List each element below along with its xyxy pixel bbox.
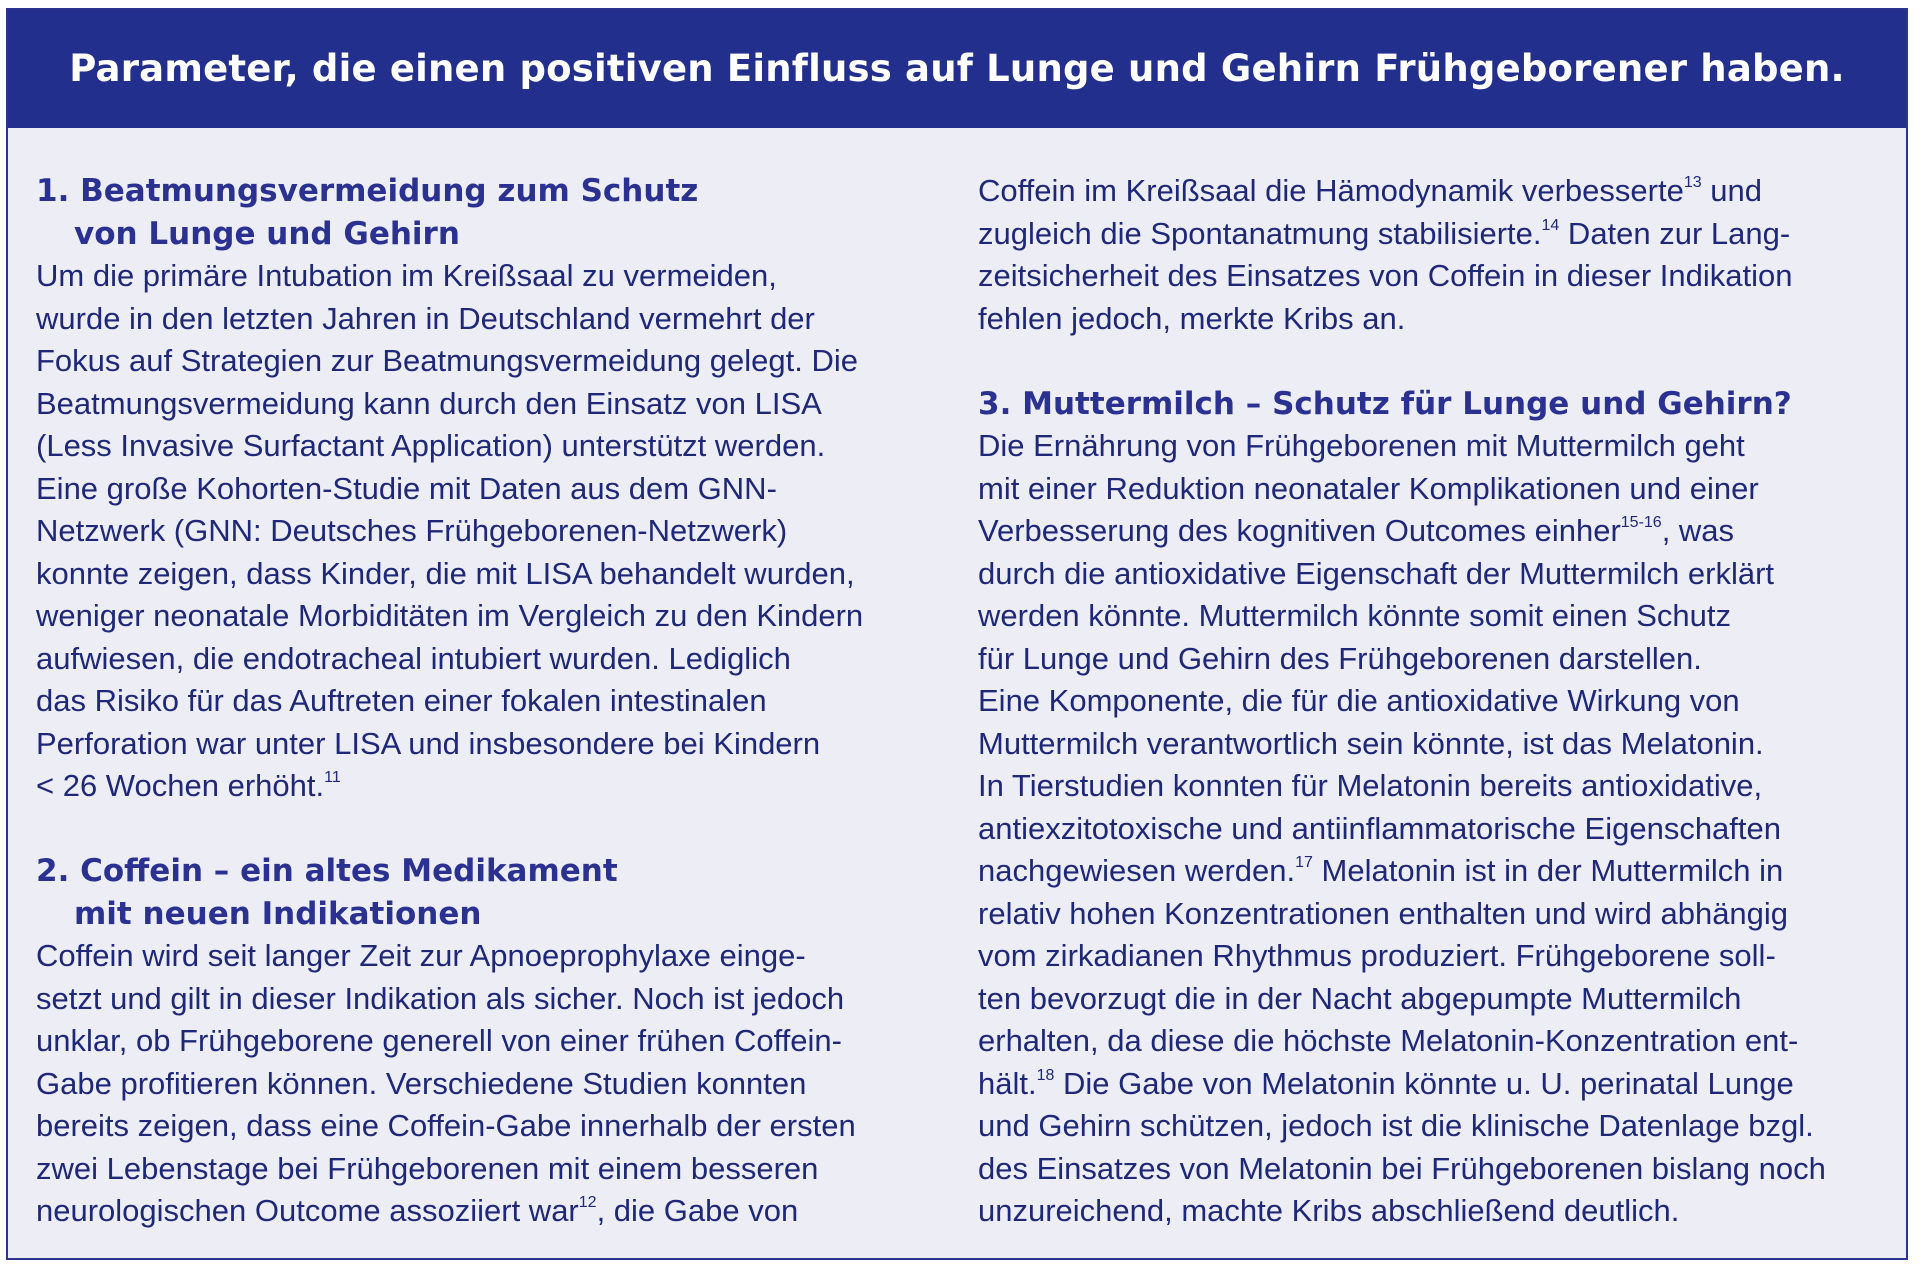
section1-heading-line1: 1. Beatmungsvermeidung zum Schutz (36, 173, 699, 209)
section1-line: weniger neonatale Morbiditäten im Vergleich zu den Kindern (36, 598, 864, 633)
section1-body (36, 255, 936, 808)
section3-line: mit einer Reduktion neonataler Komplikationen und einer (978, 470, 1759, 506)
section3-text: nachgewiesen werden. (978, 853, 1296, 888)
left-column (36, 170, 936, 1233)
section2-line: Coffein wird seit langer Zeit zur Apnoeprophylaxe einge- (36, 938, 806, 973)
section3-line (978, 850, 1896, 893)
section1-line: Fokus auf Strategien zur Beatmungsvermeidung gelegt. Die (36, 343, 858, 378)
section2-cont-line (978, 170, 1896, 213)
section3-line: relativ hohen Konzentrationen enthalten und wird abhängig (978, 895, 1789, 931)
section1-line: Perforation war unter LISA und insbesondere bei Kindern (36, 725, 821, 761)
section3-line: antiexzitotoxische und antiinflammatorische Eigenschaften (978, 810, 1782, 846)
section1-line: aufwiesen, die endotracheal intubiert wurden. Lediglich (36, 640, 791, 676)
section3-line: Eine Komponente, die für die antioxidative Wirkung von (978, 683, 1740, 718)
section3-line: für Lunge und Gehirn des Frühgeborenen darstellen. (978, 640, 1702, 676)
section1-line: konnte zeigen, dass Kinder, die mit LISA behandelt wurden, (36, 555, 855, 591)
section2-line: bereits zeigen, dass eine Coffein-Gabe innerhalb der ersten (36, 1108, 856, 1143)
section2-continuation (978, 170, 1896, 340)
reference-18: 18 (1036, 1066, 1055, 1084)
box-title: Parameter, die einen positiven Einfluss auf Lunge und Gehirn Frühgeborener haben. (8, 10, 1906, 128)
section2-last-text-a: neurologischen Outcome assoziiert war (36, 1193, 579, 1228)
section2-cont-text: Daten zur Lang- (1559, 215, 1791, 251)
section3-line: unzureichend, machte Kribs abschließend deutlich. (978, 1193, 1680, 1228)
section2-cont-line: fehlen jedoch, merkte Kribs an. (978, 300, 1406, 336)
section2-heading-line1: 2. Coffein – ein altes Medikament (36, 853, 618, 889)
section3-line: und Gehirn schützen, jedoch ist die klinische Datenlage bzgl. (978, 1108, 1814, 1143)
section3-text: Die Gabe von Melatonin könnte u. U. perinatal Lunge (1054, 1065, 1794, 1101)
section3-line: Muttermilch verantwortlich sein könnte, ist das Melatonin. (978, 725, 1764, 761)
section1-line: das Risiko für das Auftreten einer fokalen intestinalen (36, 683, 767, 718)
section1-heading-line2: von Lunge und Gehirn (74, 215, 460, 252)
section2-cont-text: Coffein im Kreißsaal die Hämodynamik verbesserte (978, 173, 1684, 208)
section2-line: zwei Lebenstage bei Frühgeborenen mit einem besseren (36, 1150, 819, 1186)
section3-line: In Tierstudien konnten für Melatonin bereits antioxidative, (978, 768, 1763, 803)
section3-text: Verbesserung des kognitiven Outcomes einher (978, 513, 1621, 548)
section3-line: Die Ernährung von Frühgeborenen mit Muttermilch geht (978, 428, 1745, 463)
section3-line: erhalten, da diese die höchste Melatonin-Konzentration ent- (978, 1023, 1799, 1058)
reference-13: 13 (1683, 174, 1702, 191)
reference-11: 11 (324, 769, 341, 786)
section3-line (978, 1063, 1896, 1106)
section1-line: wurde in den letzten Jahren in Deutschland vermehrt der (36, 300, 815, 336)
section2-line: Gabe profitieren können. Verschiedene Studien konnten (36, 1065, 807, 1101)
section-gap (978, 340, 1896, 383)
section3-body (978, 425, 1896, 1233)
section3-text: , was (1661, 513, 1735, 548)
section1-heading (36, 170, 936, 255)
section3-line: ten bevorzugt die in der Nacht abgepumpte Muttermilch (978, 980, 1742, 1016)
section1-line: Netzwerk (GNN: Deutsches Frühgeborenen-Netzwerk) (36, 513, 788, 548)
section1-line: Beatmungsvermeidung kann durch den Einsatz von LISA (36, 385, 822, 421)
section1-line (36, 765, 936, 808)
reference-15-16: 15-16 (1620, 514, 1662, 531)
section1-last-text: < 26 Wochen erhöht. (36, 768, 325, 803)
section3-heading: 3. Muttermilch – Schutz für Lunge und Gehirn? (978, 385, 1792, 422)
section1-line: Eine große Kohorten-Studie mit Daten aus dem GNN- (36, 470, 777, 506)
section2-last-text-b: , die Gabe von (596, 1193, 799, 1228)
section3-line: des Einsatzes von Melatonin bei Frühgeborenen bislang noch (978, 1150, 1826, 1186)
info-box (6, 8, 1908, 1260)
section2-line: unklar, ob Frühgeborene generell von einer frühen Coffein- (36, 1023, 842, 1058)
section2-cont-text: zugleich die Spontanatmung stabilisierte. (978, 215, 1542, 251)
reference-12: 12 (578, 1194, 597, 1211)
section3-line: durch die antioxidative Eigenschaft der Muttermilch erklärt (978, 555, 1775, 591)
section2-cont-line: zeitsicherheit des Einsatzes von Coffein in dieser Indikation (978, 258, 1793, 293)
reference-14: 14 (1541, 216, 1560, 234)
section3-text: Melatonin ist in der Muttermilch in (1312, 853, 1784, 888)
section1-line: Um die primäre Intubation im Kreißsaal zu vermeiden, (36, 258, 777, 293)
section3-line (978, 510, 1896, 553)
section3-line: werden könnte. Muttermilch könnte somit einen Schutz (978, 598, 1731, 633)
section3-line: vom zirkadianen Rhythmus produziert. Frühgeborene soll- (978, 938, 1776, 973)
section-gap (36, 808, 936, 851)
section2-line (36, 1190, 936, 1233)
section2-cont-text: und (1701, 173, 1762, 208)
section2-body (36, 935, 936, 1233)
section2-heading (36, 850, 936, 935)
section2-heading-line2: mit neuen Indikationen (74, 895, 482, 932)
section3-text: hält. (978, 1065, 1037, 1101)
section2-line: setzt und gilt in dieser Indikation als sicher. Noch ist jedoch (36, 980, 845, 1016)
reference-17: 17 (1295, 854, 1313, 871)
section2-cont-line (978, 213, 1896, 256)
section1-line: (Less Invasive Surfactant Application) unterstützt werden. (36, 428, 826, 463)
right-column (978, 170, 1896, 1233)
